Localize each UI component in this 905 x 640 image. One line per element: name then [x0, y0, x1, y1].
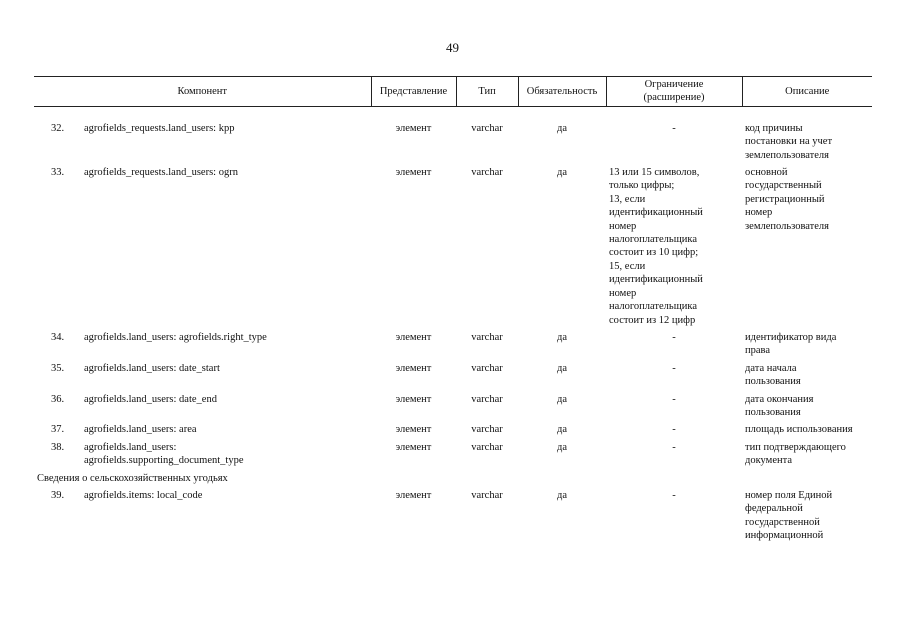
limit-line: -	[672, 441, 676, 453]
row-limit	[606, 165, 742, 330]
description-line: номер поля Единой	[745, 489, 833, 501]
limit-line: 13, если	[609, 193, 646, 205]
limit-line: номер	[609, 287, 637, 299]
row-type: varchar	[471, 441, 503, 453]
row-required: да	[557, 122, 568, 134]
description-line: дата начала	[745, 362, 797, 374]
description-line: землепользователя	[745, 220, 829, 232]
row-number: 33.	[50, 167, 65, 179]
component-line: agrofields.land_users:	[84, 441, 177, 453]
description-line: площадь использования	[745, 424, 853, 436]
limit-line: 15, если	[609, 260, 646, 272]
table-row	[34, 165, 872, 330]
component-line: agrofields.land_users: date_start	[84, 362, 220, 374]
component-line: agrofields.items: local_code	[84, 489, 203, 501]
page-number: 49	[446, 40, 459, 55]
row-representation: элемент	[395, 424, 432, 436]
row-number: 35.	[50, 362, 65, 374]
description-line: код причины	[745, 122, 803, 134]
row-limit	[606, 422, 742, 439]
row-type: varchar	[471, 393, 503, 405]
component-line: agrofields.supporting_document_type	[84, 455, 244, 467]
limit-line: -	[672, 122, 676, 134]
row-number: 37.	[50, 424, 65, 436]
description-line: пользования	[745, 376, 801, 388]
description-line: номер	[745, 207, 773, 219]
component-line: agrofields_requests.land_users: ogrn	[84, 167, 238, 179]
limit-line: только цифры;	[609, 180, 675, 192]
section-row	[34, 471, 872, 488]
description-line: федеральной	[745, 503, 803, 515]
row-component	[81, 121, 371, 165]
row-required: да	[557, 331, 568, 343]
row-description	[742, 121, 872, 165]
section-title: Сведения о сельскохозяйственных угодьях	[37, 472, 228, 484]
description-line: регистрационный	[745, 193, 825, 205]
description-line: пользования	[745, 406, 801, 418]
row-required: да	[557, 441, 568, 453]
limit-line: состоит из 10 цифр;	[609, 247, 699, 259]
row-representation: элемент	[395, 489, 432, 501]
row-representation: элемент	[395, 122, 432, 134]
table-row	[34, 392, 872, 423]
row-description	[742, 392, 872, 423]
row-required: да	[557, 167, 568, 179]
row-representation: элемент	[395, 331, 432, 343]
row-component	[81, 392, 371, 423]
row-required: да	[557, 424, 568, 436]
row-number: 38.	[50, 441, 65, 453]
limit-line: -	[672, 489, 676, 501]
description-line: тип подтверждающего	[745, 441, 846, 453]
description-line: основной	[745, 167, 788, 179]
specification-table	[34, 76, 872, 546]
row-required: да	[557, 489, 568, 501]
row-representation: элемент	[395, 167, 432, 179]
row-limit	[606, 440, 742, 471]
description-line: государственной	[745, 516, 820, 528]
row-limit	[606, 392, 742, 423]
description-line: дата окончания	[745, 393, 814, 405]
row-component	[81, 440, 371, 471]
header-required: Обязательность	[518, 77, 606, 107]
row-type: varchar	[471, 424, 503, 436]
component-line: agrofields.land_users: agrofields.right_type	[84, 331, 267, 343]
row-description	[742, 488, 872, 546]
row-representation: элемент	[395, 362, 432, 374]
table-body	[34, 106, 872, 545]
row-number: 34.	[50, 331, 65, 343]
table-row	[34, 330, 872, 361]
row-representation: элемент	[395, 393, 432, 405]
row-component	[81, 330, 371, 361]
description-line: информационной	[745, 530, 824, 542]
table-row	[34, 121, 872, 165]
description-line: землепользователя	[745, 149, 829, 161]
row-required: да	[557, 393, 568, 405]
header-component: Компонент	[34, 77, 371, 107]
limit-line: состоит из 12 цифр	[609, 314, 696, 326]
limit-line: 13 или 15 символов,	[609, 167, 700, 179]
header-representation: Представление	[371, 77, 456, 107]
row-number: 39.	[50, 489, 65, 501]
limit-line: -	[672, 331, 676, 343]
table-row	[34, 422, 872, 439]
row-description	[742, 330, 872, 361]
header-description: Описание	[742, 77, 872, 107]
row-type: varchar	[471, 362, 503, 374]
description-line: документа	[745, 455, 792, 467]
limit-line: номер	[609, 220, 637, 232]
table-row	[34, 488, 872, 546]
limit-line: налогоплательщика	[609, 234, 698, 246]
limit-line: налогоплательщика	[609, 301, 698, 313]
header-limit-line2: (расширение)	[643, 92, 705, 104]
table-header	[34, 77, 872, 107]
limit-line: идентификационный	[609, 207, 703, 219]
row-description	[742, 165, 872, 330]
row-description	[742, 422, 872, 439]
component-line: agrofields.land_users: date_end	[84, 393, 217, 405]
limit-line: -	[672, 362, 676, 374]
row-number: 36.	[50, 393, 65, 405]
row-representation: элемент	[395, 441, 432, 453]
description-line: постановки на учет	[745, 136, 833, 148]
header-limit-line1: Ограничение	[644, 79, 704, 90]
row-limit	[606, 330, 742, 361]
description-line: идентификатор вида	[745, 331, 837, 343]
limit-line: -	[672, 393, 676, 405]
row-type: varchar	[471, 489, 503, 501]
row-limit	[606, 361, 742, 392]
row-component	[81, 488, 371, 546]
header-type: Тип	[456, 77, 518, 107]
row-required: да	[557, 362, 568, 374]
row-description	[742, 361, 872, 392]
header-limit	[606, 77, 742, 107]
limit-line: -	[672, 424, 676, 436]
row-limit	[606, 488, 742, 546]
component-line: agrofields_requests.land_users: kpp	[84, 122, 235, 134]
description-line: государственный	[745, 180, 822, 192]
row-component	[81, 165, 371, 330]
limit-line: идентификационный	[609, 274, 703, 286]
row-type: varchar	[471, 331, 503, 343]
row-number: 32.	[50, 122, 65, 134]
row-limit	[606, 121, 742, 165]
spacer-row	[34, 106, 872, 121]
row-component	[81, 422, 371, 439]
row-type: varchar	[471, 167, 503, 179]
row-type: varchar	[471, 122, 503, 134]
description-line: права	[745, 345, 771, 357]
row-component	[81, 361, 371, 392]
row-description	[742, 440, 872, 471]
component-line: agrofields.land_users: area	[84, 424, 197, 436]
table-row	[34, 440, 872, 471]
table-row	[34, 361, 872, 392]
